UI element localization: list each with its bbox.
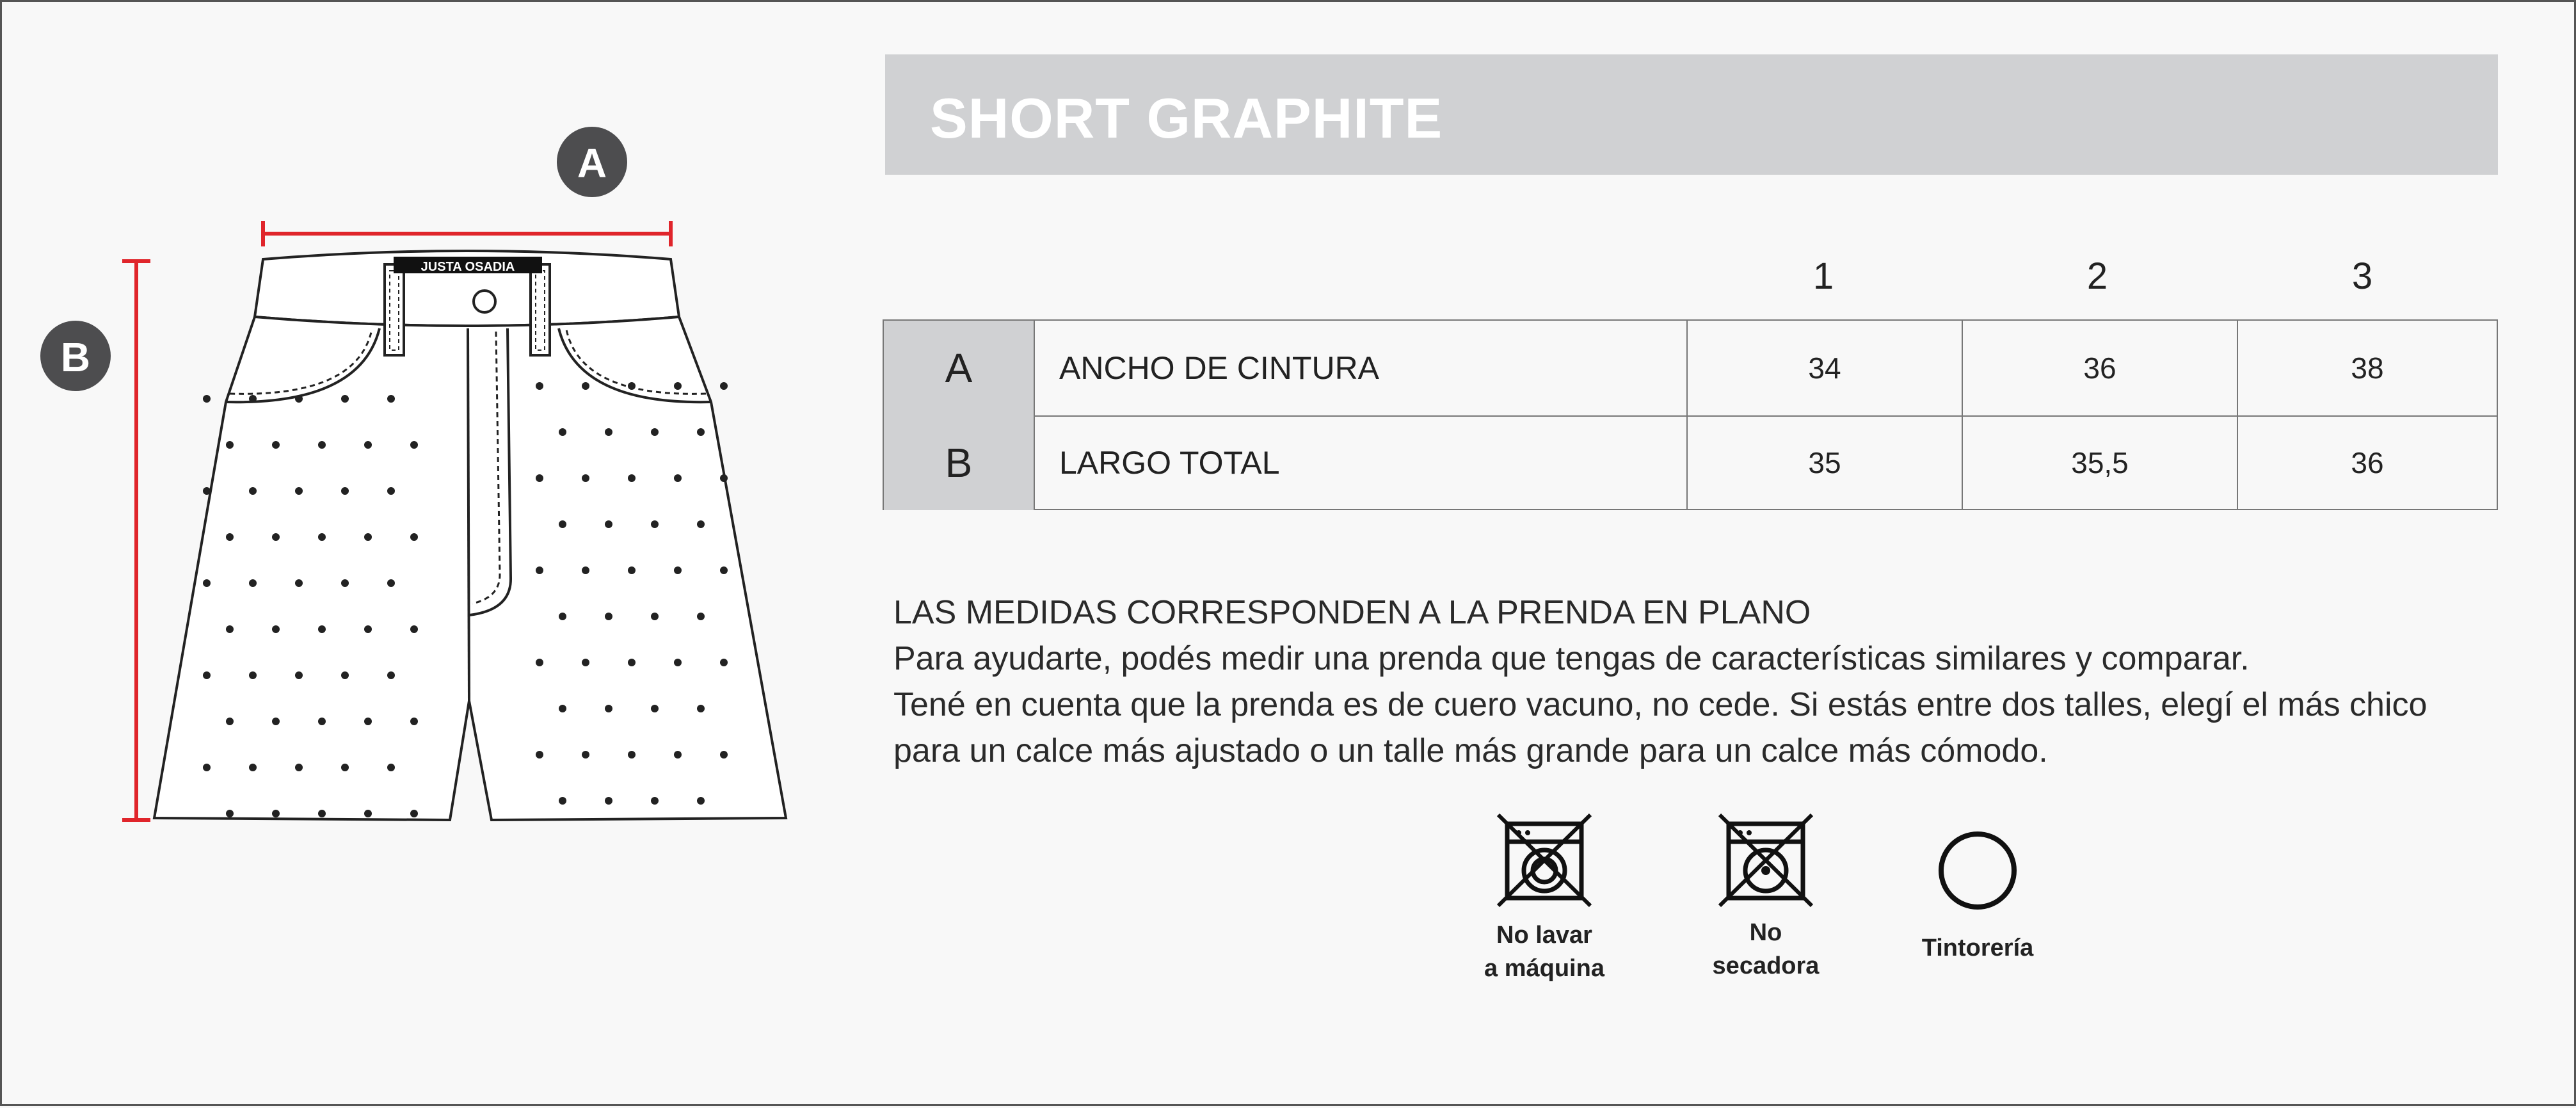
polka-dot <box>582 382 589 390</box>
table-row <box>884 415 2497 510</box>
polka-dot <box>628 751 636 759</box>
polka-dot <box>536 566 543 574</box>
polka-dot <box>559 705 566 712</box>
polka-dot <box>651 520 659 528</box>
no-tumble-dry-label: No secadora <box>1712 919 1820 979</box>
polka-dot <box>582 474 589 482</box>
marker-a-label: A <box>577 140 607 186</box>
brand-tag-label: JUSTA OSADIA <box>420 260 515 274</box>
brand-tag <box>394 257 542 274</box>
polka-dot <box>651 428 659 436</box>
marker-a <box>557 127 627 197</box>
polka-dot <box>295 487 303 495</box>
polka-dot <box>226 533 234 541</box>
polka-dot <box>249 671 257 679</box>
polka-dot <box>559 797 566 805</box>
polka-dot <box>318 625 326 633</box>
polka-dot <box>226 718 234 725</box>
polka-dot <box>628 474 636 482</box>
shorts-outline <box>154 251 786 820</box>
polka-dot <box>536 474 543 482</box>
polka-dot <box>272 810 280 817</box>
polka-dot <box>341 671 349 679</box>
size-header-3: 3 <box>2351 255 2373 297</box>
row-letter: A <box>884 321 1035 415</box>
no-machine-wash-icon <box>1493 810 1596 912</box>
polka-dot <box>203 764 211 771</box>
polka-dot <box>582 659 589 666</box>
polka-dot <box>674 474 682 482</box>
row-value-size-3: 38 <box>2351 351 2384 385</box>
polka-dot <box>272 718 280 725</box>
polka-dot <box>318 810 326 817</box>
length-measure-line <box>122 261 150 820</box>
polka-dot <box>318 718 326 725</box>
polka-dot <box>295 764 303 771</box>
polka-dot <box>387 487 395 495</box>
no-machine-wash-label: No lavar a máquina <box>1484 922 1604 982</box>
polka-dot <box>628 659 636 666</box>
polka-dot <box>410 810 418 817</box>
polka-dot <box>387 764 395 771</box>
polka-dot <box>203 487 211 495</box>
polka-dot <box>272 625 280 633</box>
polka-dot <box>249 579 257 587</box>
polka-dot <box>674 751 682 759</box>
polka-dot <box>203 395 211 403</box>
polka-dot <box>559 613 566 620</box>
dry-clean-icon <box>1936 829 2019 912</box>
polka-dot <box>559 520 566 528</box>
polka-dot <box>249 764 257 771</box>
size-header-1: 1 <box>1812 255 1834 297</box>
polka-dot <box>318 533 326 541</box>
polka-dot <box>605 613 612 620</box>
row-value-size-2: 36 <box>1963 321 2238 415</box>
polka-dot <box>651 797 659 805</box>
polka-dot <box>364 441 372 449</box>
polka-dot <box>720 566 728 574</box>
polka-dot <box>720 659 728 666</box>
polka-dot <box>226 441 234 449</box>
polka-dot <box>272 441 280 449</box>
polka-dot <box>226 625 234 633</box>
polka-dot <box>295 579 303 587</box>
polka-dot <box>697 705 705 712</box>
row-value-size-1: 34 <box>1688 321 1963 415</box>
polka-dot <box>605 705 612 712</box>
polka-dot <box>203 579 211 587</box>
note-line: Para ayudarte, podés medir una prenda que tengas de características similares y comparar. <box>893 640 2250 677</box>
shorts-sketch <box>2 2 834 1108</box>
note-line: Tené en cuenta que la prenda es de cuero vacuno, no cede. Si estás entre dos talles, elegí el más chico <box>893 686 2428 723</box>
row-letter: B <box>884 415 1035 510</box>
polka-dot <box>364 810 372 817</box>
polka-dot <box>203 671 211 679</box>
polka-dot <box>720 382 728 390</box>
polka-dot <box>410 533 418 541</box>
polka-dot <box>628 382 636 390</box>
polka-dot <box>559 428 566 436</box>
polka-dot <box>226 810 234 817</box>
size-table <box>883 319 2498 510</box>
polka-dot <box>536 751 543 759</box>
polka-dot <box>674 382 682 390</box>
polka-dot <box>341 395 349 403</box>
polka-dot <box>295 671 303 679</box>
measurement-notes <box>893 590 2506 774</box>
polka-dot <box>720 751 728 759</box>
polka-dot <box>341 579 349 587</box>
row-label: ANCHO DE CINTURA <box>1035 321 1688 415</box>
note-line: para un calce más ajustado o un talle más grande para un calce más cómodo. <box>893 732 2048 769</box>
polka-dot <box>364 625 372 633</box>
polka-dot <box>674 566 682 574</box>
dry-clean-label: Tintorería <box>1921 935 2034 961</box>
polka-dot <box>410 625 418 633</box>
polka-dot <box>536 382 543 390</box>
title-bar <box>885 54 2498 175</box>
polka-dot <box>697 797 705 805</box>
polka-dot <box>410 441 418 449</box>
polka-dot <box>387 395 395 403</box>
row-label: LARGO TOTAL <box>1035 415 1688 510</box>
marker-b <box>40 321 111 391</box>
polka-dot <box>651 705 659 712</box>
product-title: SHORT GRAPHITE <box>930 86 1443 150</box>
no-tumble-dry-icon <box>1715 810 1817 912</box>
size-header-2: 2 <box>2086 255 2108 297</box>
polka-dot <box>628 566 636 574</box>
polka-dot <box>582 566 589 574</box>
polka-dot <box>387 579 395 587</box>
polka-dot <box>536 659 543 666</box>
polka-dot <box>697 428 705 436</box>
polka-dot <box>674 659 682 666</box>
row-value-size-3: 36 <box>2351 446 2384 479</box>
polka-dot <box>410 718 418 725</box>
row-value-size-1: 35 <box>1688 415 1963 510</box>
marker-b-label: B <box>60 334 91 380</box>
note-line: LAS MEDIDAS CORRESPONDEN A LA PRENDA EN PLANO <box>893 594 1811 631</box>
polka-dot <box>272 533 280 541</box>
polka-dot <box>364 533 372 541</box>
polka-dot <box>364 718 372 725</box>
polka-dot <box>387 671 395 679</box>
polka-dot <box>605 520 612 528</box>
polka-dot <box>605 797 612 805</box>
waist-button <box>474 291 495 312</box>
polka-dot <box>249 487 257 495</box>
polka-dot <box>295 395 303 403</box>
polka-dot <box>341 487 349 495</box>
polka-dot <box>697 613 705 620</box>
polka-dot <box>605 428 612 436</box>
polka-dot <box>582 751 589 759</box>
polka-dot <box>318 441 326 449</box>
polka-dot <box>720 474 728 482</box>
polka-dot <box>697 520 705 528</box>
polka-dot <box>341 764 349 771</box>
polka-dot <box>651 613 659 620</box>
polka-dot <box>249 395 257 403</box>
table-row <box>884 321 2497 417</box>
row-value-size-2: 35,5 <box>1963 415 2238 510</box>
waist-measure-line <box>263 221 671 246</box>
